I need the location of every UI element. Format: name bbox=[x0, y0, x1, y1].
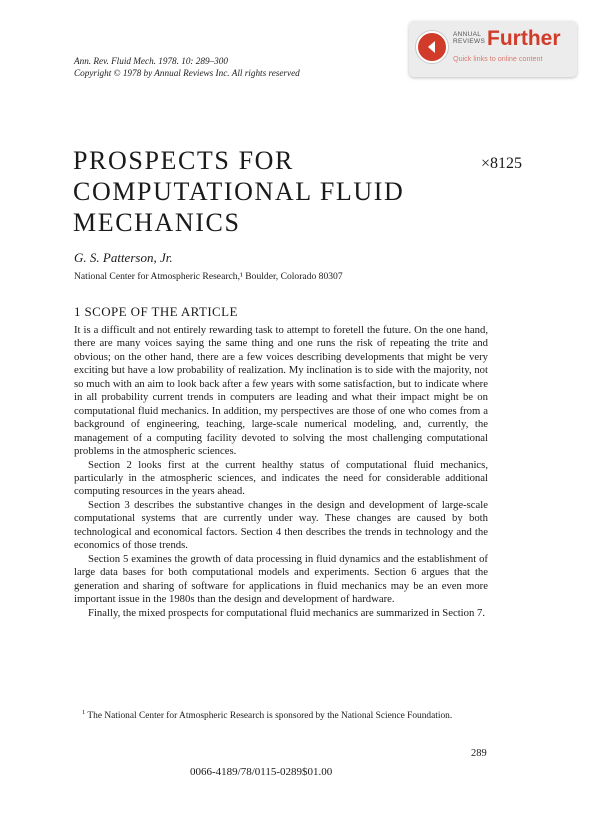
further-label: Further bbox=[487, 27, 561, 50]
further-links-badge[interactable] bbox=[409, 21, 577, 77]
footnote bbox=[74, 707, 488, 723]
footnote-text: The National Center for Atmospheric Research is sponsored by the National Science Foundation. bbox=[85, 711, 453, 722]
author-name: G. S. Patterson, Jr. bbox=[74, 250, 173, 265]
citation-line-1: Ann. Rev. Fluid Mech. 1978. 10: 289–300 bbox=[74, 56, 228, 66]
annual-reviews-wordmark: ANNUAL REVIEWS bbox=[453, 31, 486, 45]
article-body bbox=[74, 324, 488, 620]
title-line-3: MECHANICS bbox=[73, 208, 241, 237]
further-subtitle: Quick links to online content bbox=[453, 54, 543, 63]
paragraph: Finally, the mixed prospects for computational fluid mechanics are summarized in Section 7. bbox=[88, 606, 486, 619]
issn-line: 0066-4189/78/0115-0289$01.00 bbox=[190, 766, 333, 778]
title-line-1: PROSPECTS FOR bbox=[73, 146, 294, 175]
footnote-marker: 1 bbox=[82, 709, 86, 716]
author-affiliation: National Center for Atmospheric Research,¹ Boulder, Colorado 80307 bbox=[74, 271, 343, 282]
page-number: 289 bbox=[471, 748, 487, 759]
paragraph: Section 5 examines the growth of data processing in fluid dynamics and the establishment of large data bases for both computational models and experiments. Section 6 argues that the generation and sharing of software for applications in fluid mechanics may be an even more important issue in the 1980s than the design and development of hardware. bbox=[74, 552, 488, 606]
paragraph: Section 2 looks first at the current healthy status of computational fluid mechanics, particularly in the atmospheric sciences, and indicates the need for considerable additional computing resources in the years ahead. bbox=[74, 458, 488, 498]
section-heading: 1 SCOPE OF THE ARTICLE bbox=[74, 304, 238, 319]
back-arrow-icon bbox=[416, 31, 448, 63]
paragraph: Section 3 describes the substantive changes in the design and development of large-scale computational systems that are currently under way. These changes are caused by both technological and economical factors. Section 4 then describes the trends in technology and the economics of those trends. bbox=[74, 498, 488, 552]
article-title bbox=[73, 145, 404, 238]
paragraph: It is a difficult and not entirely rewarding task to attempt to foretell the future. On the one hand, there are many voices saying the same thing and one runs the risk of repeating the trite and obvious; on the other hand, there are a few voices describing developments that might be very exciting but have a low probability of realization. My inclination is to side with the majority, not so much with an aim to look back after a few years with some satisfaction, but to indicate where in all probability current trends in computers are leading and what their impact might be on computational fluid mechanics. In addition, my perspectives are those of one who comes from a background of engineering, teaching, large-scale numerical modeling, and, currently, the management of a computing facility devoted to solving the most challenging computational problems in the atmospheric sciences. bbox=[74, 324, 488, 458]
article-code: ×8125 bbox=[481, 155, 523, 172]
citation-line-2: Copyright © 1978 by Annual Reviews Inc. All rights reserved bbox=[74, 68, 300, 78]
journal-citation bbox=[74, 55, 300, 79]
title-line-2: COMPUTATIONAL FLUID bbox=[73, 177, 405, 206]
